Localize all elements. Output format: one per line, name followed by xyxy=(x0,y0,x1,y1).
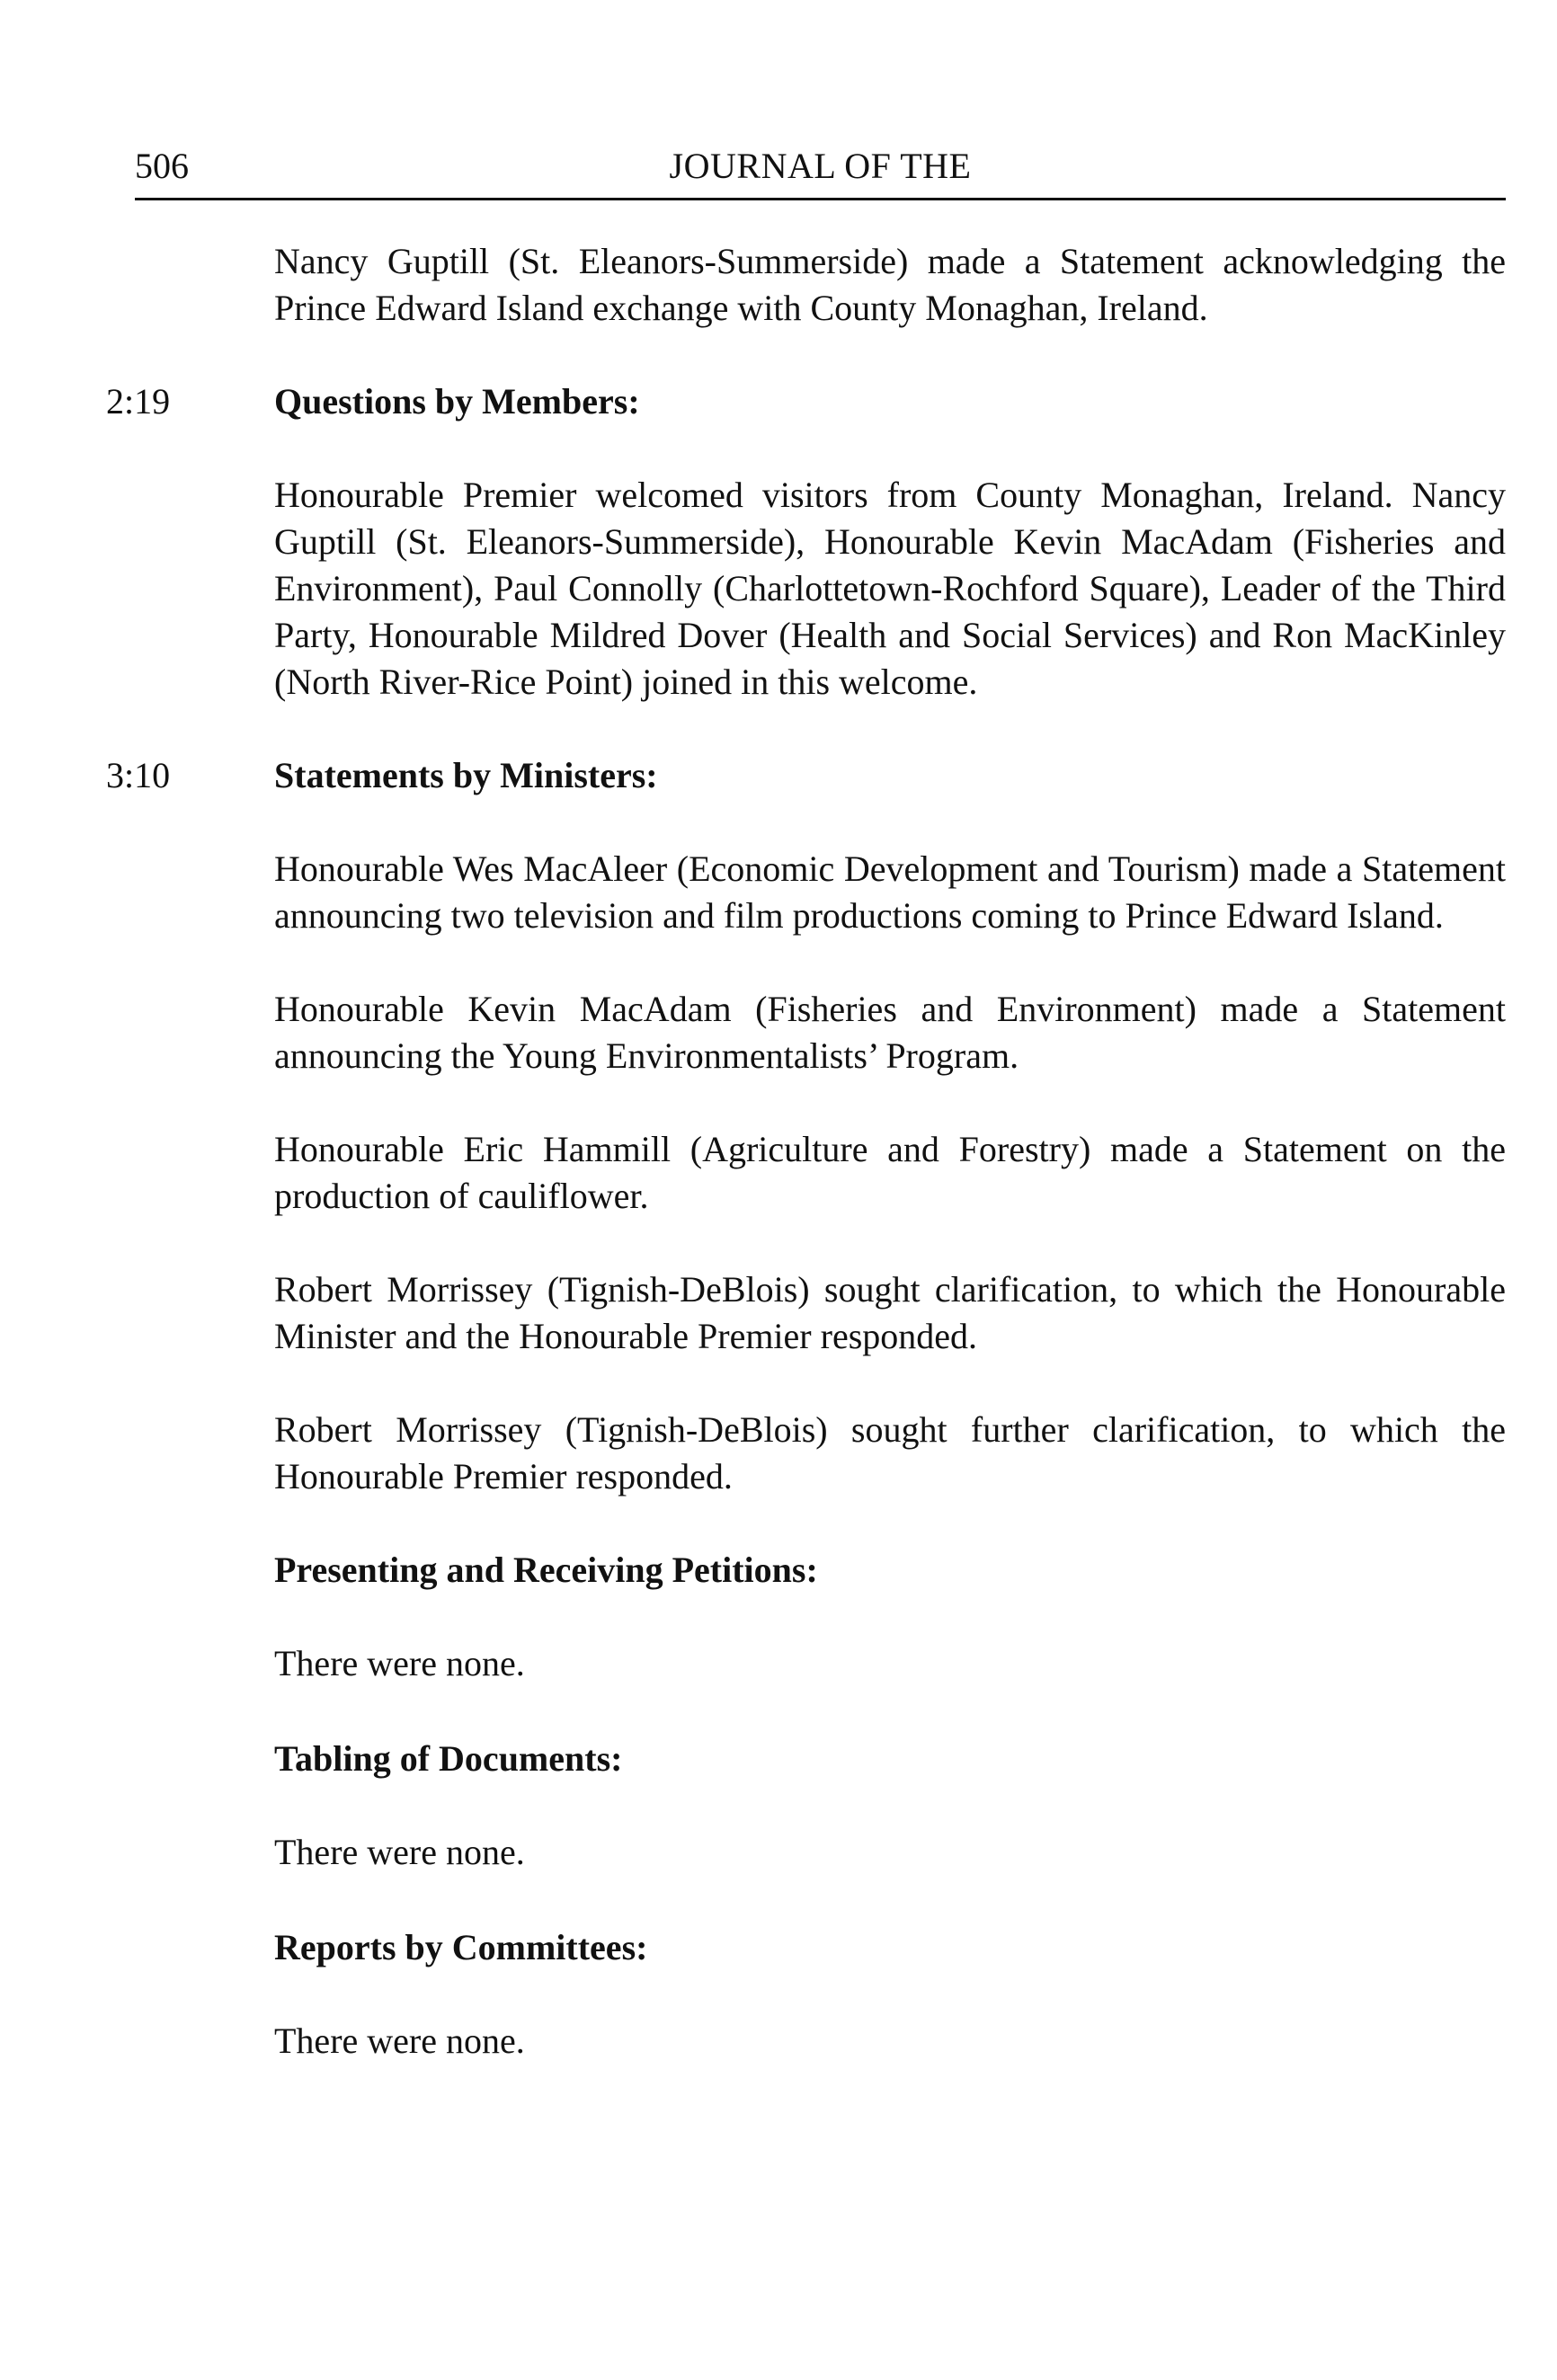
paragraph: Robert Morrissey (Tignish-DeBlois) sought further clarification, to which the Honourable Premier responded. xyxy=(274,1409,1506,1496)
paragraph: Honourable Eric Hammill (Agriculture and Forestry) made a Statement on the production of cauliflower. xyxy=(274,1129,1506,1216)
paragraph: There were none. xyxy=(274,1832,525,1872)
entry-hammill-statement xyxy=(274,1126,1506,1220)
section-heading: Presenting and Receiving Petitions: xyxy=(274,1550,818,1590)
section-tabling-documents xyxy=(274,1736,1506,1782)
journal-content xyxy=(0,238,1557,2065)
paragraph: Honourable Kevin MacAdam (Fisheries and Environment) made a Statement announcing the Young Environmentalists’ Program. xyxy=(274,989,1506,1076)
entry-morrissey-clarification xyxy=(274,1266,1506,1360)
entry-macaleer-statement xyxy=(274,846,1506,939)
section-questions-by-members xyxy=(106,378,1506,425)
running-head: JOURNAL OF THE xyxy=(669,146,972,186)
section-heading: Tabling of Documents: xyxy=(274,1738,623,1779)
entry-guptill-statement xyxy=(274,238,1506,332)
paragraph: Honourable Wes MacAleer (Economic Development and Tourism) made a Statement announcing two television and film productions coming to Prince Edward Island. xyxy=(274,848,1506,936)
entry-macadam-statement xyxy=(274,986,1506,1079)
entry-premier-welcome xyxy=(274,472,1506,706)
entry-morrissey-further-clarification xyxy=(274,1407,1506,1500)
paragraph: Nancy Guptill (St. Eleanors-Summerside) made a Statement acknowledging the Prince Edward Island exchange with County Monaghan, Ireland. xyxy=(274,241,1506,328)
page-number: 506 xyxy=(135,146,189,186)
section-committee-reports xyxy=(274,1924,1506,1971)
section-heading: Reports by Committees: xyxy=(274,1927,648,1967)
paragraph: Honourable Premier welcomed visitors from County Monaghan, Ireland. Nancy Guptill (St. Eleanors-Summerside), Honourable Kevin MacAdam (Fisheries and Environment), Paul Connolly (Charlottetown-Rochford Square), Leader of the Third Party, Honourable Mildred Dover (Health and Social Services) and Ron MacKinley (North River-Rice Point) joined in this welcome. xyxy=(274,475,1506,702)
section-statements-by-ministers xyxy=(106,752,1506,799)
section-petitions xyxy=(274,1547,1506,1594)
section-heading: Questions by Members: xyxy=(274,381,640,422)
paragraph: There were none. xyxy=(274,1643,525,1683)
time-stamp: 3:10 xyxy=(106,755,171,795)
time-stamp: 2:19 xyxy=(106,381,171,422)
entry-petitions-none xyxy=(274,1640,1506,1687)
page-header xyxy=(135,144,1506,200)
entry-committee-reports-none xyxy=(274,2018,1506,2065)
section-heading: Statements by Ministers: xyxy=(274,755,658,795)
entry-tabling-none xyxy=(274,1829,1506,1876)
paragraph: Robert Morrissey (Tignish-DeBlois) sought clarification, to which the Honourable Minister and the Honourable Premier responded. xyxy=(274,1269,1506,1356)
paragraph: There were none. xyxy=(274,2020,525,2061)
